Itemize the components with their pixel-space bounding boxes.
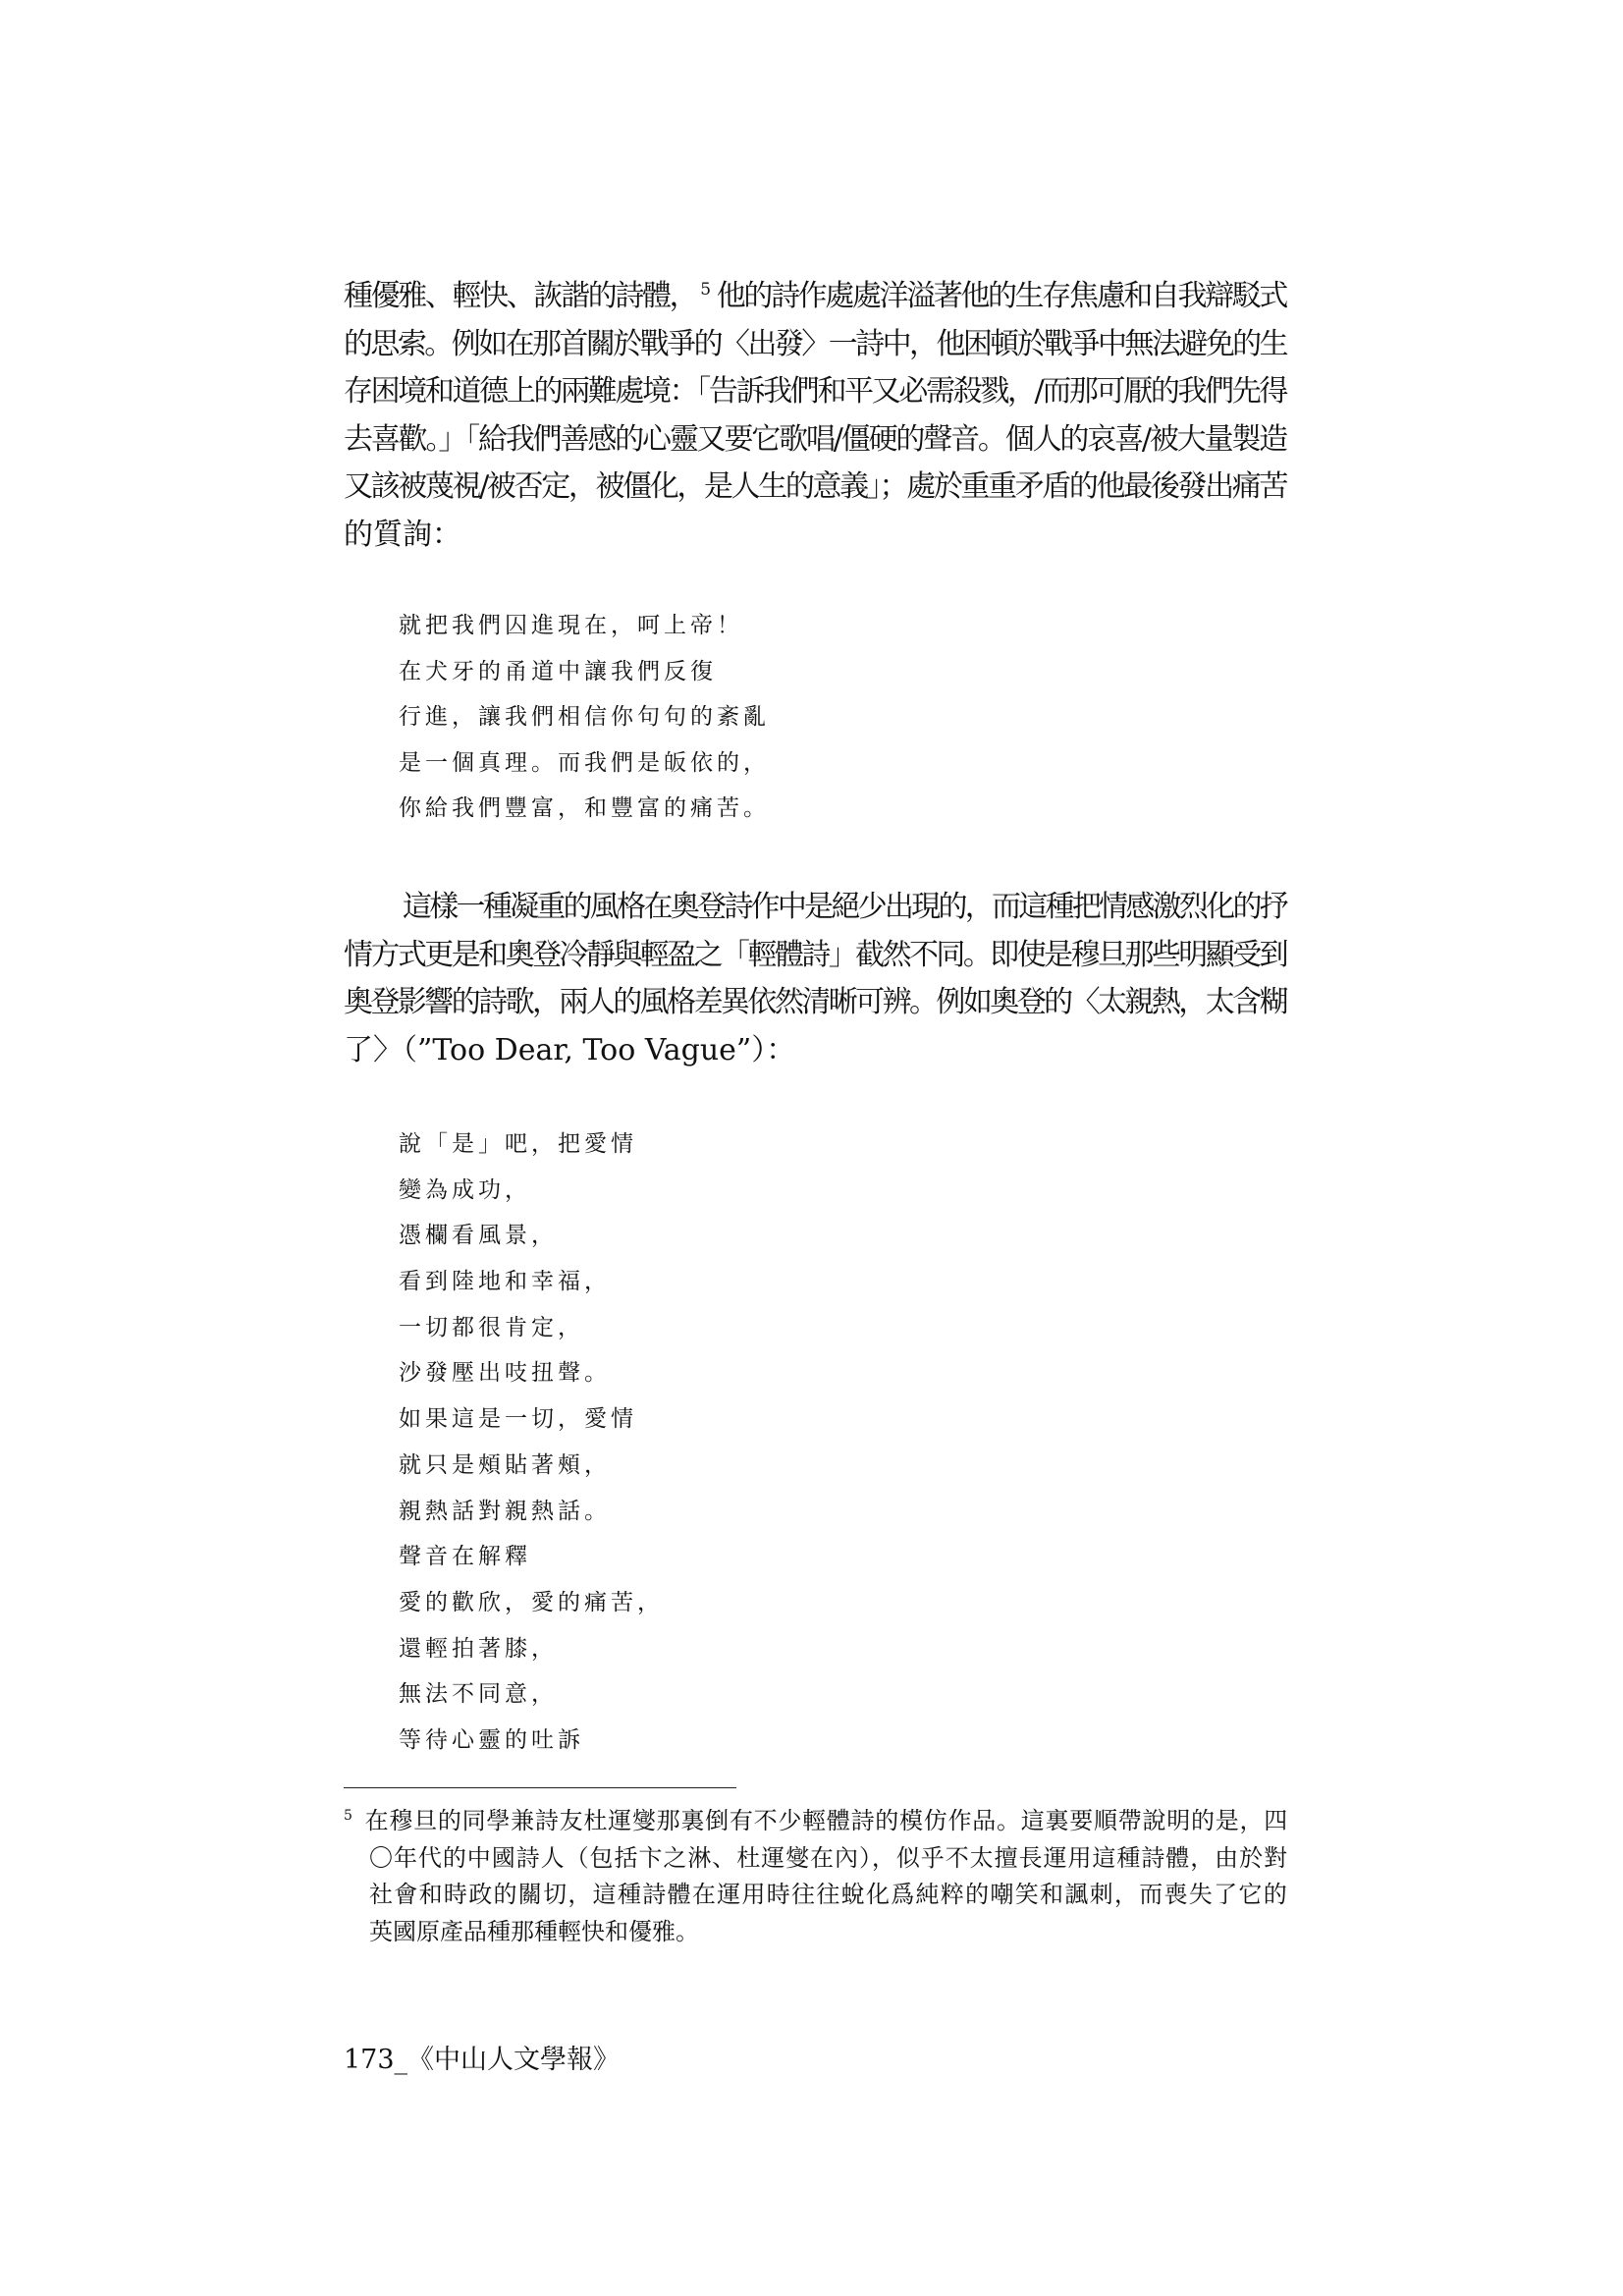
page-number: 173 — [344, 2045, 395, 2075]
poem-1-line: 就把我們囚進現在，呵上帝！ — [399, 613, 743, 638]
footnote-divider — [344, 1787, 736, 1788]
poem-2-line: 等待心靈的吐訴 — [399, 1726, 584, 1753]
paragraph-1-line-2: 的思索。例如在那首關於戰爭的〈出發〉一詩中，他困頓於戰爭中無法避免的生 — [344, 326, 1286, 361]
paragraph-2-line-4: 了〉（”Too Dear, Too Vague”）： — [344, 1032, 796, 1067]
poem-2-line: 如果這是一切，愛情 — [399, 1406, 637, 1433]
poem-quote-1 — [399, 603, 770, 832]
paragraph-1-line-6: 的質詢： — [344, 517, 461, 552]
poem-1-line: 行進，讓我們相信你句句的紊亂 — [399, 704, 770, 730]
poem-quote-2 — [399, 1121, 664, 1764]
footnote-line-3: 社會和時政的關切，這種詩體在運用時往往蛻化爲純粹的嘲笑和諷刺，而喪失了它的 — [369, 1881, 1288, 1908]
paragraph-1-line-3: 存困境和道德上的兩難處境：「告訴我們和平又必需殺戮，/而那可厭的我們先得 — [344, 374, 1286, 409]
footer-separator: _ — [394, 2045, 408, 2075]
paragraph-1 — [344, 273, 1286, 559]
journal-title: 《中山人文學報》 — [407, 2045, 621, 2075]
poem-2-line: 憑欄看風景， — [399, 1223, 558, 1249]
paragraph-1-line-4: 去喜歡。」「給我們善感的心靈又要它歌唱/僵硬的聲音。個人的哀喜/被大量製造 — [344, 421, 1286, 457]
footnote-line-1-text: 在穆旦的同學兼詩友杜運燮那裏倒有不少輕體詩的模仿作品。這裏要順帶說明的是，四 — [364, 1807, 1288, 1834]
page-footer — [344, 2043, 620, 2078]
footnote-number: 5 — [344, 1808, 353, 1824]
poem-2-line: 親熱話對親熱話。 — [399, 1498, 611, 1524]
paragraph-1-line-5: 又該被蔑視/被否定，被僵化，是人生的意義」；處於重重矛盾的他最後發出痛苦 — [344, 469, 1286, 504]
footnote-reference[interactable]: 5 — [700, 280, 709, 300]
poem-2-line: 還輕拍著膝， — [399, 1635, 558, 1662]
footnote-line-1 — [344, 1803, 1288, 1840]
footnote-line-2: 〇年代的中國詩人（包括卞之淋、杜運燮在內），似乎不太擅長運用這種詩體，由於對 — [369, 1843, 1288, 1872]
paragraph-2 — [344, 884, 1286, 1074]
footnote-line-4: 英國原產品種那種輕快和優雅。 — [369, 1917, 699, 1945]
poem-2-line: 無法不同意， — [399, 1681, 558, 1708]
poem-2-line: 就只是頰貼著頰， — [399, 1451, 611, 1478]
paragraph-1-line-1-rest: 他的詩作處處洋溢著他的生存焦慮和自我辯駁式 — [716, 279, 1287, 313]
poem-2-line: 一切都很肯定， — [399, 1314, 584, 1340]
paragraph-2-line-1: 這樣一種凝重的風格在奧登詩作中是絕少出現的，而這種把情感激烈化的抒 — [403, 890, 1286, 924]
paragraph-2-line-2: 情方式更是和奧登冷靜與輕盈之「輕體詩」截然不同。即使是穆旦那些明顯受到 — [344, 937, 1286, 972]
poem-2-line: 變為成功， — [399, 1176, 531, 1203]
poem-1-line: 是一個真理。而我們是皈依的， — [399, 749, 770, 776]
poem-2-line: 愛的歡欣，愛的痛苦， — [399, 1589, 664, 1615]
poem-1-line: 你給我們豐富，和豐富的痛苦。 — [399, 795, 770, 821]
poem-2-line: 說「是」吧，把愛情 — [399, 1131, 637, 1157]
footnote-5 — [344, 1803, 1288, 1950]
paragraph-1-line-1-start: 種優雅、輕快、詼諧的詩體， — [344, 279, 697, 313]
poem-2-line: 聲音在解釋 — [399, 1544, 531, 1570]
paragraph-2-line-3: 奧登影響的詩歌，兩人的風格差異依然清晰可辨。例如奧登的〈太親熱，太含糊 — [344, 985, 1286, 1019]
poem-2-line: 沙發壓出吱扭聲。 — [399, 1360, 611, 1387]
poem-1-line: 在犬牙的甬道中讓我們反復 — [399, 658, 717, 684]
paragraph-1-line-1 — [344, 273, 1286, 321]
poem-2-line: 看到陸地和幸福， — [399, 1269, 611, 1295]
